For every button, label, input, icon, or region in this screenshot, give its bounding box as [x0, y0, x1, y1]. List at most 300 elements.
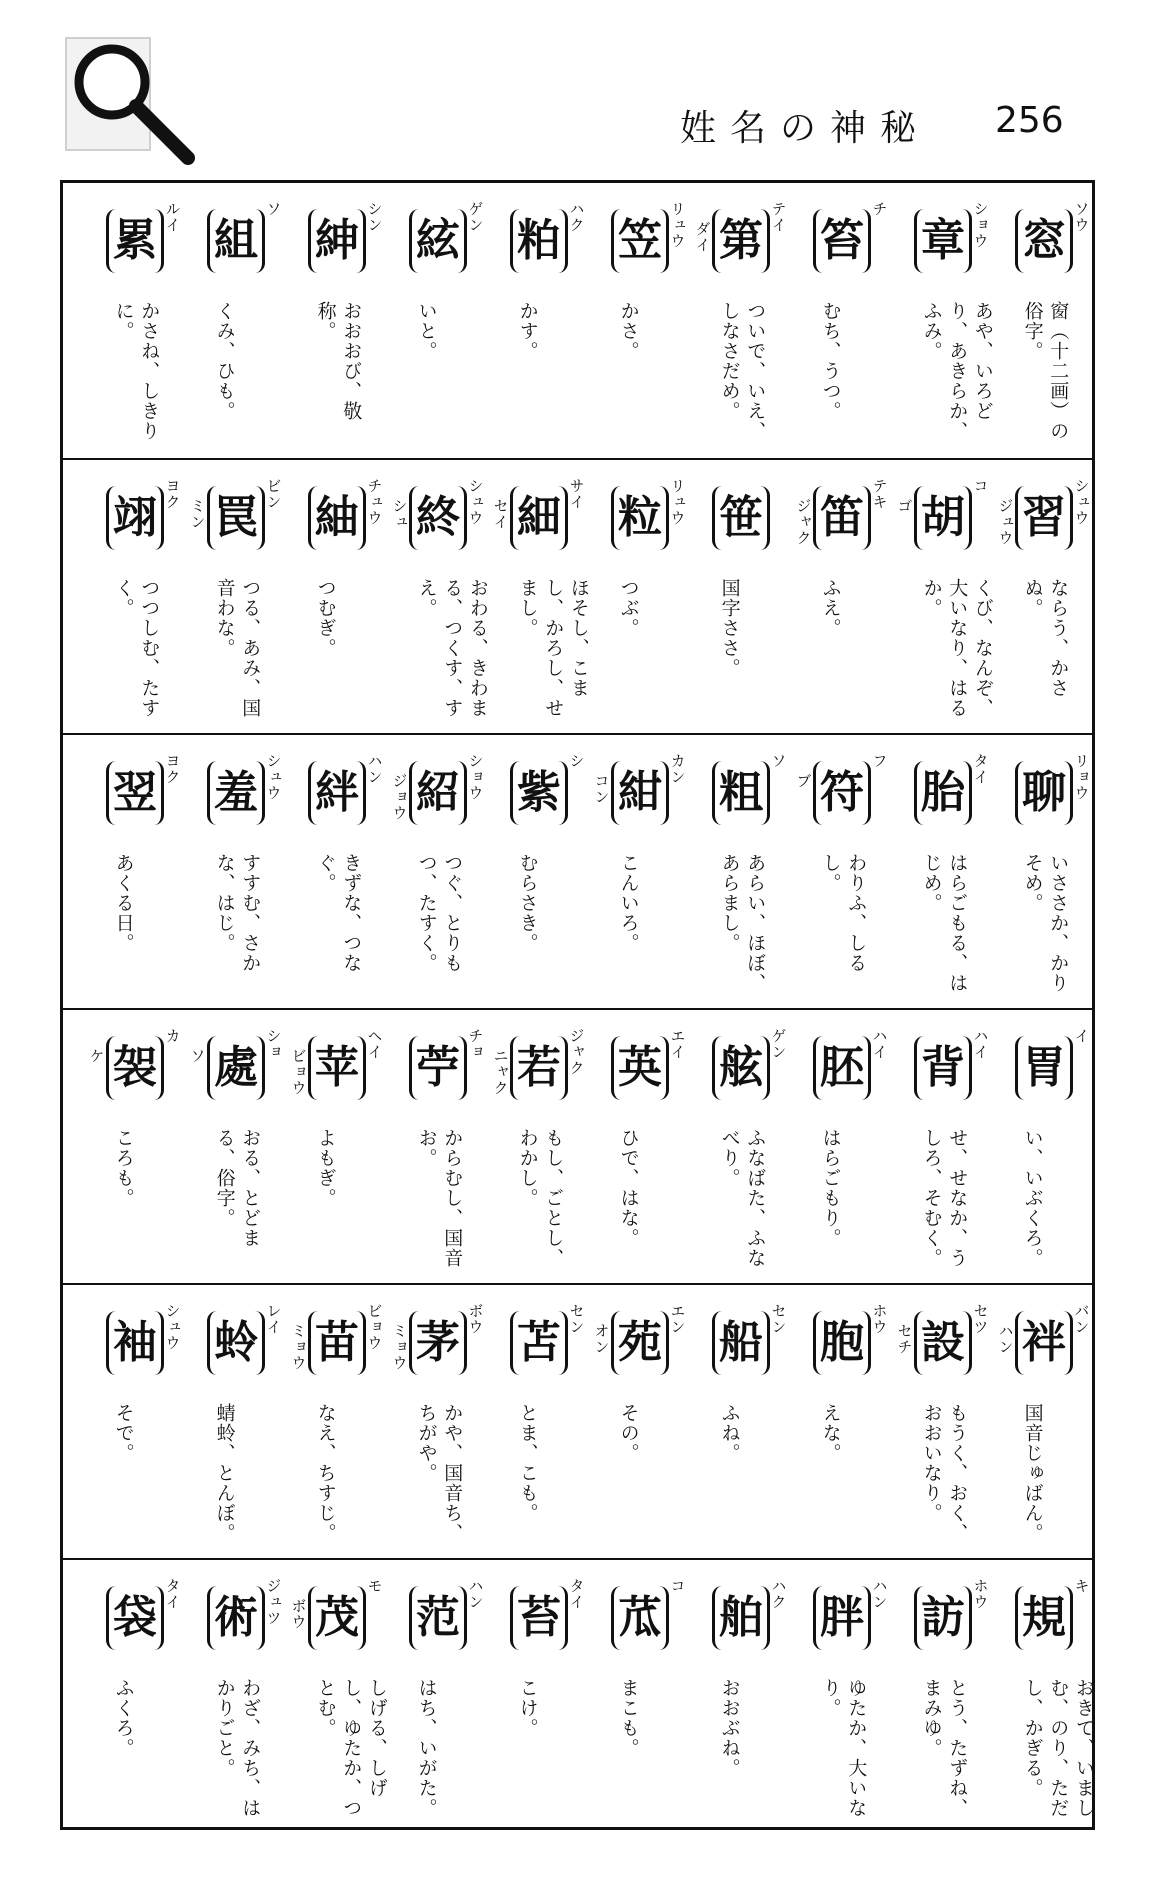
kanji-meaning: なえ、ちすじ。 [314, 1403, 337, 1543]
kanji-bracket [914, 761, 972, 825]
alt-reading: コン [592, 773, 611, 805]
on-reading: ハン [466, 1578, 485, 1610]
on-reading: ルイ [163, 201, 182, 233]
on-reading: フ [870, 753, 889, 769]
alt-reading: ケ [87, 1048, 106, 1064]
kanji-bracket [308, 761, 366, 825]
kanji-entry [682, 460, 783, 735]
kanji-meaning: むらさき。 [516, 853, 539, 953]
kanji-meaning: い、いぶくろ。 [1021, 1128, 1044, 1268]
kanji-meaning: ならう、かさぬ。 [1021, 578, 1070, 698]
kanji-bracket [308, 1311, 366, 1375]
kanji-entry [783, 1560, 889, 1835]
kanji-meaning: 国音じゅばん。 [1021, 1403, 1044, 1543]
kanji-character: 第 [719, 215, 763, 266]
kanji-character: 苽 [618, 1592, 662, 1643]
kanji-character: 舶 [719, 1592, 763, 1643]
on-reading: シュウ [163, 1303, 182, 1351]
on-reading: ソウ [1072, 201, 1091, 233]
kanji-meaning: つる、あみ、国音わな。 [213, 578, 262, 718]
kanji-entry [76, 460, 182, 735]
kanji-character: 胡 [921, 492, 965, 543]
kanji-bracket [813, 1036, 871, 1100]
on-reading: ホウ [870, 1303, 889, 1335]
kanji-bracket [611, 1311, 669, 1375]
kanji-character: 組 [214, 215, 258, 266]
kanji-meaning: 国字ささ。 [718, 578, 741, 678]
kanji-character: 章 [921, 215, 965, 266]
alt-reading: ブ [794, 773, 813, 789]
kanji-bracket [813, 1311, 871, 1375]
alt-reading: セチ [895, 1323, 914, 1355]
kanji-meaning: ふなばた、ふなべり。 [718, 1128, 767, 1268]
kanji-entry [581, 1285, 687, 1560]
kanji-meaning: よもぎ。 [314, 1128, 337, 1208]
kanji-entry [379, 1285, 485, 1560]
kanji-bracket [1015, 761, 1073, 825]
kanji-meaning: きずな、つなぐ。 [314, 853, 363, 973]
alt-reading: シュ [390, 498, 409, 530]
kanji-meaning: はらごもり。 [819, 1128, 842, 1248]
alt-reading: ミン [188, 498, 207, 530]
kanji-bracket [813, 1586, 871, 1650]
kanji-entry [278, 460, 384, 735]
kanji-entry [379, 1560, 485, 1835]
kanji-entry [76, 183, 182, 458]
kanji-meaning: あや、いろどり、あきらか、ふみ。 [920, 301, 994, 441]
kanji-character: 苑 [618, 1317, 662, 1368]
kanji-bracket [409, 486, 467, 550]
kanji-meaning: えな。 [819, 1403, 842, 1463]
on-reading: モ [365, 1578, 384, 1594]
kanji-meaning: かや、国音ち、ちがや。 [415, 1403, 464, 1543]
on-reading: バン [1072, 1303, 1091, 1335]
kanji-entry [278, 1285, 384, 1560]
kanji-entry [76, 735, 182, 1010]
kanji-character: 胃 [1022, 1042, 1066, 1093]
on-reading: エイ [668, 1028, 687, 1060]
kanji-bracket [813, 761, 871, 825]
kanji-character: 累 [113, 215, 157, 266]
table-row [63, 1008, 1092, 1285]
alt-reading: ジュウ [996, 498, 1015, 546]
kanji-meaning: わざ、みち、はかりごと。 [213, 1678, 262, 1818]
kanji-bracket [1015, 1036, 1073, 1100]
kanji-character: 符 [820, 767, 864, 818]
kanji-bracket [106, 1311, 164, 1375]
kanji-character: 袋 [113, 1592, 157, 1643]
kanji-meaning: かさね、しきりに。 [112, 301, 161, 441]
kanji-bracket [510, 1036, 568, 1100]
on-reading: シュウ [466, 478, 485, 526]
kanji-bracket [1015, 1586, 1073, 1650]
kanji-character: 船 [719, 1317, 763, 1368]
kanji-bracket [914, 1586, 972, 1650]
kanji-entry [379, 1010, 485, 1285]
magnifier-icon [64, 32, 204, 172]
kanji-entry [985, 1010, 1091, 1285]
kanji-entry [177, 183, 283, 458]
on-reading: ショウ [466, 753, 485, 801]
kanji-bracket [308, 209, 366, 273]
kanji-bracket [409, 209, 467, 273]
kanji-bracket [611, 1586, 669, 1650]
kanji-character: 茅 [416, 1317, 460, 1368]
kanji-character: 絃 [416, 215, 460, 266]
kanji-character: 苹 [315, 1042, 359, 1093]
kanji-entry [884, 1010, 990, 1285]
kanji-meaning: しげる、しげし、ゆたか、つとむ。 [314, 1678, 388, 1818]
kanji-entry [177, 460, 283, 735]
alt-reading: ニャク [491, 1048, 510, 1096]
kanji-character: 罠 [214, 492, 258, 543]
kanji-entry [379, 183, 485, 458]
kanji-meaning: あらい、ほぼ、あらまし。 [718, 853, 767, 993]
kanji-character: 聊 [1022, 767, 1066, 818]
kanji-bracket [813, 486, 871, 550]
kanji-character: 羞 [214, 767, 258, 818]
kanji-bracket [106, 761, 164, 825]
kanji-meaning: そで。 [112, 1403, 135, 1463]
kanji-bracket [308, 1586, 366, 1650]
on-reading: テキ [870, 478, 889, 510]
on-reading: ハイ [870, 1028, 889, 1060]
kanji-meaning: こんいろ。 [617, 853, 640, 953]
kanji-bracket [1015, 486, 1073, 550]
alt-reading: ジャク [794, 498, 813, 546]
kanji-meaning: ふえ。 [819, 578, 842, 638]
kanji-meaning: まこも。 [617, 1678, 640, 1758]
kanji-entry [783, 460, 889, 735]
kanji-character: 窓 [1022, 215, 1066, 266]
on-reading: ヘイ [365, 1028, 384, 1060]
kanji-bracket [914, 1036, 972, 1100]
kanji-entry [480, 735, 586, 1010]
kanji-character: 翊 [113, 492, 157, 543]
table-row [63, 458, 1092, 735]
kanji-meaning: もうく、おく、おおいなり。 [920, 1403, 969, 1543]
on-reading: ハン [870, 1578, 889, 1610]
kanji-meaning: おわる、きわまる、つくす、すえ。 [415, 578, 489, 718]
kanji-character: 處 [214, 1042, 258, 1093]
kanji-meaning: からむし、国音お。 [415, 1128, 464, 1268]
kanji-entry [884, 735, 990, 1010]
kanji-meaning: つつしむ、たすく。 [112, 578, 161, 718]
alt-reading: ビョウ [289, 1048, 308, 1096]
kanji-bracket [510, 486, 568, 550]
kanji-character: 習 [1022, 492, 1066, 543]
kanji-entry [682, 1285, 788, 1560]
on-reading: ゲン [769, 1028, 788, 1060]
kanji-entry [581, 1560, 687, 1835]
on-reading: シュウ [1072, 478, 1091, 526]
kanji-character: 范 [416, 1592, 460, 1643]
kanji-bracket [409, 1311, 467, 1375]
kanji-bracket [914, 209, 972, 273]
kanji-meaning: かす。 [516, 301, 539, 361]
kanji-bracket [611, 761, 669, 825]
alt-reading: ジョウ [390, 773, 409, 821]
on-reading: ショ [264, 1028, 283, 1060]
kanji-character: 紳 [315, 215, 359, 266]
kanji-meaning: かさ。 [617, 301, 640, 361]
on-reading: タイ [567, 1578, 586, 1610]
on-reading: タイ [163, 1578, 182, 1610]
kanji-bracket [712, 1036, 770, 1100]
kanji-meaning: こけ。 [516, 1678, 539, 1738]
kanji-bracket [712, 1586, 770, 1650]
kanji-meaning: わりふ、しるし。 [819, 853, 868, 973]
kanji-character: 苔 [517, 1592, 561, 1643]
kanji-meaning: とま、こも。 [516, 1403, 539, 1523]
kanji-bracket [914, 1311, 972, 1375]
kanji-meaning: ふくろ。 [112, 1678, 135, 1758]
on-reading: シン [365, 201, 384, 233]
kanji-character: 茂 [315, 1592, 359, 1643]
kanji-entry [985, 1560, 1095, 1835]
on-reading: シ [567, 753, 586, 769]
alt-reading: ハン [996, 1323, 1015, 1355]
on-reading: ホウ [971, 1578, 990, 1610]
kanji-meaning: その。 [617, 1403, 640, 1463]
kanji-meaning: つぐ、とりもつ、たすく。 [415, 853, 464, 973]
kanji-character: 袈 [113, 1042, 157, 1093]
kanji-character: 苧 [416, 1042, 460, 1093]
kanji-character: 訪 [921, 1592, 965, 1643]
kanji-character: 細 [517, 492, 561, 543]
kanji-character: 笹 [719, 492, 763, 543]
kanji-character: 胖 [820, 1592, 864, 1643]
kanji-table [60, 180, 1095, 1830]
alt-reading: ダイ [693, 221, 712, 253]
kanji-entry [278, 183, 384, 458]
kanji-character: 笠 [618, 215, 662, 266]
kanji-meaning: おる、とどまる、俗字。 [213, 1128, 262, 1248]
kanji-entry [682, 183, 788, 458]
kanji-bracket [813, 209, 871, 273]
kanji-bracket [510, 761, 568, 825]
kanji-meaning: 蜻蛉、とんぼ。 [213, 1403, 236, 1543]
kanji-entry [985, 183, 1091, 458]
kanji-entry [884, 460, 994, 735]
kanji-meaning: おおぶね。 [718, 1678, 741, 1778]
on-reading: セン [567, 1303, 586, 1335]
on-reading: イ [1072, 1028, 1091, 1044]
kanji-entry [480, 1010, 586, 1285]
kanji-meaning: ふね。 [718, 1403, 741, 1463]
kanji-entry [177, 1285, 283, 1560]
alt-reading: ミョウ [390, 1323, 409, 1371]
on-reading: ハイ [971, 1028, 990, 1060]
on-reading: ショウ [971, 201, 990, 249]
page-number: 256 [995, 100, 1064, 141]
kanji-character: 終 [416, 492, 460, 543]
on-reading: テイ [769, 201, 788, 233]
kanji-character: 苗 [315, 1317, 359, 1368]
kanji-meaning: くび、なんぞ、大いなり、はるか。 [920, 578, 994, 718]
kanji-entry [581, 460, 687, 735]
kanji-meaning: いささか、かりそめ。 [1021, 853, 1070, 993]
on-reading: セツ [971, 1303, 990, 1335]
kanji-entry [783, 1285, 889, 1560]
kanji-entry [581, 1010, 687, 1285]
kanji-bracket [1015, 1311, 1073, 1375]
on-reading: ハン [365, 753, 384, 785]
kanji-bracket [106, 486, 164, 550]
kanji-entry [76, 1285, 182, 1560]
kanji-meaning: ついで、いえ、しなさだめ。 [718, 301, 767, 441]
kanji-bracket [611, 486, 669, 550]
kanji-character: 舷 [719, 1042, 763, 1093]
kanji-entry [783, 183, 889, 458]
kanji-character: 若 [517, 1042, 561, 1093]
kanji-entry [480, 1560, 586, 1835]
kanji-character: 笞 [820, 215, 864, 266]
kanji-meaning: ほそし、こまし、かろし、せまし。 [516, 578, 590, 718]
kanji-bracket [106, 1036, 164, 1100]
kanji-meaning: いと。 [415, 301, 438, 361]
kanji-bracket [409, 1586, 467, 1650]
kanji-character: 紫 [517, 767, 561, 818]
kanji-meaning: おおおび、敬称。 [314, 301, 363, 421]
on-reading: ヨク [163, 753, 182, 785]
on-reading: タイ [971, 753, 990, 785]
kanji-meaning: ゆたか、大いなり。 [819, 1678, 868, 1818]
kanji-entry [278, 735, 384, 1010]
kanji-entry [581, 735, 687, 1010]
table-row [63, 1558, 1095, 1835]
kanji-meaning: ころも。 [112, 1128, 135, 1208]
kanji-meaning: あくる日。 [112, 853, 135, 953]
kanji-entry [76, 1010, 182, 1285]
kanji-entry [783, 735, 889, 1010]
alt-reading: ボウ [289, 1598, 308, 1630]
kanji-bracket [207, 1311, 265, 1375]
kanji-bracket [510, 1311, 568, 1375]
on-reading: ビョウ [365, 1303, 384, 1351]
kanji-entry [278, 1010, 384, 1285]
kanji-meaning: とう、たずね、まみゆ。 [920, 1678, 969, 1818]
kanji-character: 規 [1022, 1592, 1066, 1643]
alt-reading: ソ [188, 1048, 207, 1064]
on-reading: ボウ [466, 1303, 485, 1335]
on-reading: ジャク [567, 1028, 586, 1076]
kanji-entry [783, 1010, 889, 1285]
on-reading: ハク [567, 201, 586, 233]
kanji-meaning: はらごもる、はじめ。 [920, 853, 969, 993]
kanji-meaning: せ、せなか、うしろ、そむく。 [920, 1128, 969, 1268]
kanji-entry [177, 1560, 283, 1835]
kanji-bracket [207, 1586, 265, 1650]
kanji-character: 粗 [719, 767, 763, 818]
kanji-entry [379, 460, 489, 735]
kanji-character: 蛉 [214, 1317, 258, 1368]
on-reading: キ [1072, 1578, 1091, 1594]
on-reading: リュウ [668, 478, 687, 526]
on-reading: チ [870, 201, 889, 217]
kanji-character: 袖 [113, 1317, 157, 1368]
page-header [620, 92, 1064, 149]
kanji-entry [480, 183, 586, 458]
kanji-character: 英 [618, 1042, 662, 1093]
kanji-entry [581, 183, 687, 458]
on-reading: ソ [264, 201, 283, 217]
kanji-character: 胞 [820, 1317, 864, 1368]
kanji-bracket [207, 486, 265, 550]
kanji-entry [379, 735, 485, 1010]
kanji-character: 胚 [820, 1042, 864, 1093]
kanji-bracket [308, 1036, 366, 1100]
on-reading: サイ [567, 478, 586, 510]
kanji-meaning: つぶ。 [617, 578, 640, 638]
on-reading: ハク [769, 1578, 788, 1610]
kanji-meaning: すすむ、さかな、はじ。 [213, 853, 262, 973]
kanji-character: 設 [921, 1317, 965, 1368]
kanji-bracket [106, 209, 164, 273]
kanji-character: 背 [921, 1042, 965, 1093]
kanji-character: 翌 [113, 767, 157, 818]
kanji-bracket [712, 1311, 770, 1375]
kanji-character: 粒 [618, 492, 662, 543]
on-reading: シュウ [264, 753, 283, 801]
on-reading: ビン [264, 478, 283, 510]
kanji-bracket [308, 486, 366, 550]
kanji-entry [480, 1285, 586, 1560]
on-reading: コ [668, 1578, 687, 1594]
on-reading: チョ [466, 1028, 485, 1060]
kanji-bracket [712, 486, 770, 550]
kanji-meaning: はち、いがた。 [415, 1678, 438, 1818]
kanji-meaning: つむぎ。 [314, 578, 337, 658]
alt-reading: セイ [491, 498, 510, 530]
kanji-entry [884, 1560, 990, 1835]
kanji-entry [76, 1560, 182, 1835]
kanji-entry [884, 1285, 990, 1560]
on-reading: チュウ [365, 478, 384, 526]
kanji-entry [682, 735, 788, 1010]
alt-reading: ゴ [895, 498, 914, 514]
kanji-bracket [207, 761, 265, 825]
kanji-character: 紹 [416, 767, 460, 818]
kanji-bracket [106, 1586, 164, 1650]
page-title: 姓名の神秘 [680, 108, 931, 149]
kanji-bracket [207, 1036, 265, 1100]
kanji-character: 胎 [921, 767, 965, 818]
kanji-entry [985, 1285, 1091, 1560]
on-reading: コ [971, 478, 990, 494]
kanji-character: 術 [214, 1592, 258, 1643]
kanji-bracket [409, 761, 467, 825]
on-reading: リョウ [1072, 753, 1091, 801]
on-reading: ジュツ [264, 1578, 283, 1626]
table-row [63, 183, 1092, 458]
on-reading: ヨク [163, 478, 182, 510]
kanji-character: 紬 [315, 492, 359, 543]
on-reading: ゲン [466, 201, 485, 233]
kanji-entry [884, 183, 994, 458]
table-row [63, 733, 1092, 1010]
kanji-meaning: むち、うつ。 [819, 301, 842, 421]
alt-reading: ミョウ [289, 1323, 308, 1371]
kanji-entry [177, 735, 283, 1010]
kanji-entry [278, 1560, 388, 1835]
kanji-character: 粕 [517, 215, 561, 266]
on-reading: カン [668, 753, 687, 785]
kanji-character: 紺 [618, 767, 662, 818]
kanji-meaning: おきて、いましむ、のり、ただし、かぎる。 [1021, 1678, 1095, 1818]
on-reading: エン [668, 1303, 687, 1335]
kanji-bracket [409, 1036, 467, 1100]
